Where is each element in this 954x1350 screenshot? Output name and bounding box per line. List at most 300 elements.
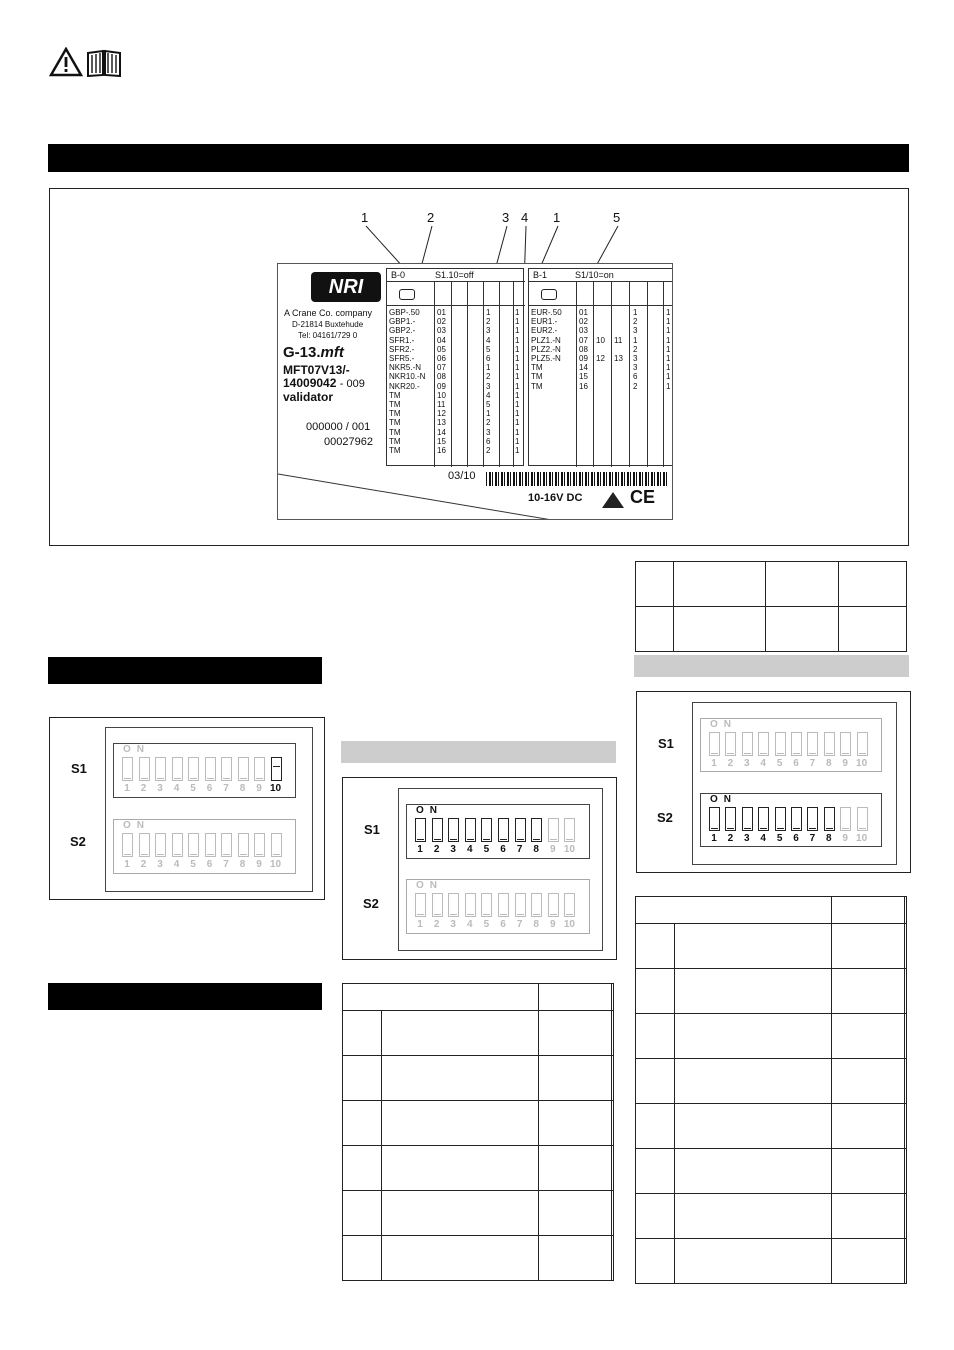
dip-switch-8[interactable] — [824, 807, 835, 831]
plate-cell: 1 — [515, 400, 520, 410]
dip-number: 10 — [856, 833, 868, 844]
dip-number: 5 — [190, 783, 196, 794]
callout-4: 4 — [521, 210, 529, 225]
dip-switch-10[interactable] — [271, 833, 282, 857]
plate-cell: SFR1.- — [389, 335, 415, 345]
plate-cell — [596, 363, 610, 372]
plate-cell: 1 — [515, 335, 520, 345]
dip-switch-8[interactable] — [824, 732, 835, 756]
dip-number: 1 — [711, 758, 717, 769]
dip-switch-5[interactable] — [775, 732, 786, 756]
right-bottom-table — [635, 896, 907, 1284]
plate-cell: 07 — [437, 363, 446, 373]
dip-switch-9[interactable] — [548, 893, 559, 917]
dip-number: 10 — [563, 844, 575, 855]
dip-number: 4 — [173, 859, 180, 870]
dip-number: 1 — [417, 844, 423, 855]
dip-switch-9[interactable] — [840, 732, 851, 756]
block1-colA — [633, 308, 645, 391]
dip-on-label: ON — [710, 794, 737, 805]
dip-number: 6 — [500, 919, 506, 930]
variant-text: MFT07V13/- — [283, 363, 350, 377]
dip-switch-2[interactable] — [432, 893, 443, 917]
s2-label: S2 — [363, 896, 379, 911]
section-bar-left-2 — [48, 983, 322, 1010]
plate-cell: EUR1.- — [531, 317, 558, 327]
dip-switch-3[interactable] — [155, 833, 166, 857]
plate-cell: GBP-.50 — [389, 308, 420, 317]
dip-switch-9[interactable] — [548, 818, 559, 842]
dip-number: 8 — [533, 844, 539, 855]
dip-switch-3[interactable] — [742, 807, 753, 831]
plate-cell — [614, 363, 628, 372]
dip-switch-5[interactable] — [188, 757, 199, 781]
middle-bottom-table — [342, 983, 614, 1281]
plate-cell: 1 — [666, 344, 671, 354]
dip-switch-6[interactable] — [791, 732, 802, 756]
right-top-table — [635, 561, 907, 652]
part-suffix: - 009 — [339, 378, 365, 390]
part-text — [283, 376, 365, 390]
plate-cell: 4 — [486, 390, 491, 400]
dip-on-label: ON — [416, 805, 443, 816]
plate-cell: 11 — [437, 400, 446, 410]
dip-switch-6[interactable] — [205, 833, 216, 857]
plate-cell: 5 — [486, 344, 491, 354]
dip-on-label: ON — [710, 719, 737, 730]
date-text: 03/10 — [448, 470, 476, 482]
dip-switch-10[interactable] — [271, 757, 282, 781]
dip-switch-1[interactable] — [709, 732, 720, 756]
dip-number: 9 — [256, 783, 262, 794]
dip-on-label: ON — [416, 880, 443, 891]
plate-cell: 08 — [437, 372, 446, 382]
block0-switch: S1.10=off — [435, 270, 474, 280]
plate-cell: EUR2.- — [531, 326, 558, 336]
plate-cell — [614, 317, 628, 326]
plate-cell: 1 — [515, 308, 520, 317]
dip-number: 9 — [842, 833, 848, 844]
plate-cell: TM — [531, 372, 543, 382]
dip-switch-7[interactable] — [515, 818, 526, 842]
dip-switch-1[interactable] — [709, 807, 720, 831]
plate-cell: 3 — [486, 326, 491, 336]
dip-number: 8 — [826, 758, 832, 769]
dip-number: 6 — [793, 758, 799, 769]
dip-switch-2[interactable] — [725, 807, 736, 831]
plate-cell: 11 — [614, 335, 623, 345]
plate-cell: 2 — [633, 381, 638, 391]
block0 — [386, 268, 524, 466]
part-number: 14009042 — [283, 376, 337, 390]
plate-cell: PLZ1.-N — [531, 335, 561, 345]
plate-cell — [614, 326, 628, 335]
dip-switch-3[interactable] — [155, 757, 166, 781]
plate-cell — [614, 308, 628, 317]
plate-cell: 1 — [515, 344, 520, 354]
plate-cell — [596, 382, 610, 391]
plate-cell: 1 — [515, 390, 520, 400]
s1-label: S1 — [658, 736, 674, 751]
plate-cell: 3 — [633, 326, 638, 336]
block0-colA — [486, 308, 498, 455]
dip-switch-1[interactable] — [415, 893, 426, 917]
plate-cell: TM — [389, 427, 401, 437]
plate-cell: 12 — [596, 354, 605, 364]
plate-cell: PLZ5.-N — [531, 354, 561, 364]
dip-number: 4 — [760, 833, 766, 844]
plate-cell: 14 — [579, 363, 588, 373]
plate-cell: 16 — [437, 446, 446, 456]
plate-cell: 16 — [579, 381, 588, 391]
dip-number: 9 — [550, 919, 556, 930]
plate-cell: 12 — [437, 409, 446, 419]
plate-cell: 10 — [437, 390, 446, 400]
block1-colB — [666, 308, 673, 391]
dip-switch-7[interactable] — [515, 893, 526, 917]
dip-switch-2[interactable] — [139, 757, 150, 781]
dip-switch-4[interactable] — [465, 818, 476, 842]
dip-switch-9[interactable] — [254, 833, 265, 857]
coin-icon — [399, 289, 415, 300]
dip-switch-10[interactable] — [564, 893, 575, 917]
dip-number: 3 — [157, 859, 163, 870]
type-text: validator — [283, 390, 334, 404]
dip-number: 10 — [269, 783, 282, 794]
plate-cell: 3 — [633, 354, 638, 364]
dip-switch-2[interactable] — [432, 818, 443, 842]
plate-cell: TM — [389, 400, 401, 410]
callout-1: 1 — [361, 210, 369, 225]
dip-on-label: ON — [123, 820, 150, 831]
plate-cell: 3 — [486, 427, 491, 437]
dip-switch-4[interactable] — [758, 807, 769, 831]
dip-number: 6 — [206, 859, 213, 870]
dip-switch-6[interactable] — [498, 818, 509, 842]
dip-switch-8[interactable] — [531, 893, 542, 917]
dip-number: 5 — [483, 844, 490, 855]
s1-label: S1 — [364, 822, 380, 837]
dip-number: 8 — [826, 833, 832, 844]
dip-number: 3 — [744, 758, 750, 769]
plate-cell: 01 — [579, 308, 588, 317]
dip-number: 2 — [727, 833, 734, 844]
plate-cell: 03 — [579, 326, 588, 336]
plate-cell: 07 — [579, 335, 588, 345]
plate-cell: 1 — [633, 335, 638, 345]
plate-cell: 09 — [579, 354, 588, 364]
dip-switch-4[interactable] — [465, 893, 476, 917]
plate-cell: 1 — [515, 372, 520, 382]
dip-switch-3[interactable] — [742, 732, 753, 756]
plate-cell: 2 — [633, 344, 638, 354]
plate-cell: 13 — [614, 354, 623, 364]
dip-number: 2 — [140, 859, 147, 870]
dip-s1-middle — [406, 804, 590, 859]
plate-cell: TM — [389, 436, 401, 446]
plate-cell: 15 — [437, 436, 446, 446]
dip-number: 6 — [500, 844, 506, 855]
plate-cell — [614, 345, 628, 354]
plate-cell: TM — [389, 390, 401, 400]
dip-switch-4[interactable] — [172, 757, 183, 781]
serial2-text: 00027962 — [324, 436, 373, 448]
dip-switch-4[interactable] — [758, 732, 769, 756]
plate-cell: 1 — [515, 409, 520, 419]
coin-icon — [541, 289, 557, 300]
block1-colC — [596, 308, 610, 391]
dip-switch-5[interactable] — [188, 833, 199, 857]
dip-switch-8[interactable] — [238, 757, 249, 781]
dip-number: 4 — [173, 783, 180, 794]
dip-number: 6 — [793, 833, 799, 844]
dip-switch-6[interactable] — [498, 893, 509, 917]
plate-cell: 2 — [486, 317, 491, 327]
dip-switch-3[interactable] — [448, 818, 459, 842]
s2-label: S2 — [70, 834, 86, 849]
voltage-text: 10-16V DC — [528, 492, 583, 504]
plate-cell — [596, 345, 610, 354]
plate-cell: GBP2.- — [389, 326, 416, 336]
dip-switch-6[interactable] — [791, 807, 802, 831]
plate-cell: 4 — [486, 335, 491, 345]
callout-1b: 1 — [553, 210, 561, 225]
dip-number: 8 — [533, 919, 539, 930]
dip-switch-10[interactable] — [857, 807, 868, 831]
dip-number: 7 — [223, 859, 229, 870]
plate-cell: 1 — [486, 363, 491, 373]
plate-cell — [614, 382, 628, 391]
plate-cell: NKR10.-N — [389, 372, 426, 382]
barcode — [486, 472, 668, 486]
dip-switch-5[interactable] — [481, 818, 492, 842]
dip-on-label: ON — [123, 744, 150, 755]
plate-cell: 1 — [515, 317, 520, 327]
plate-cell: 6 — [486, 354, 491, 364]
plate-cell: 1 — [515, 326, 520, 336]
dip-switch-2[interactable] — [139, 833, 150, 857]
plate-cell: 05 — [437, 344, 446, 354]
dip-number: 1 — [711, 833, 717, 844]
dip-s1-left — [113, 743, 296, 798]
dip-number: 4 — [467, 844, 473, 855]
dip-number: 7 — [516, 844, 523, 855]
dip-number: 7 — [223, 783, 229, 794]
plate-cell: 14 — [437, 427, 446, 437]
dip-number: 4 — [467, 919, 473, 930]
plate-cell: 3 — [633, 363, 638, 373]
block1-codes — [579, 308, 593, 391]
plate-cell: 1 — [666, 354, 671, 364]
dip-s2-middle — [406, 879, 590, 934]
plate-cell: PLZ2.-N — [531, 344, 561, 354]
dip-number: 5 — [483, 919, 490, 930]
plate-cell: 1 — [515, 381, 520, 391]
plate-cell — [596, 317, 610, 326]
dip-number: 7 — [809, 833, 816, 844]
dip-number: 10 — [563, 919, 575, 930]
plate-cell: TM — [389, 446, 401, 456]
dip-number: 1 — [417, 919, 423, 930]
plate-cell: 06 — [437, 354, 446, 364]
plate-cell: 1 — [486, 308, 491, 317]
block0-codes — [437, 308, 451, 455]
plate-cell: TM — [389, 409, 401, 419]
plate-cell: 1 — [515, 436, 520, 446]
plate-cell: SFR2.- — [389, 344, 415, 354]
plate-cell: 13 — [437, 418, 446, 428]
address-text: D-21814 Buxtehude — [292, 320, 364, 329]
plate-cell: 1 — [515, 427, 520, 437]
dip-switch-6[interactable] — [205, 757, 216, 781]
dip-switch-5[interactable] — [481, 893, 492, 917]
plate-cell: NKR5.-N — [389, 363, 422, 373]
dip-number: 4 — [760, 758, 766, 769]
plate-cell: 1 — [666, 317, 671, 327]
plate-cell — [596, 326, 610, 335]
dip-switch-7[interactable] — [221, 833, 232, 857]
esd-icon — [600, 490, 626, 510]
model-text — [283, 344, 344, 361]
tel-text: Tel: 04161/729 0 — [298, 331, 358, 340]
company-text: A Crane Co. company — [284, 308, 373, 318]
dip-number: 10 — [856, 758, 868, 769]
plate-cell: NKR20.- — [389, 381, 420, 391]
plate-cell: 5 — [486, 400, 491, 410]
dip-switch-8[interactable] — [531, 818, 542, 842]
dip-switch-5[interactable] — [775, 807, 786, 831]
dip-switch-3[interactable] — [448, 893, 459, 917]
callout-5: 5 — [613, 210, 621, 225]
dip-number: 6 — [206, 783, 213, 794]
dip-number: 9 — [550, 844, 556, 855]
dip-switch-1[interactable] — [122, 833, 133, 857]
dip-switch-1[interactable] — [122, 757, 133, 781]
dip-number: 9 — [842, 758, 848, 769]
grey-heading-right — [634, 655, 909, 677]
dip-number: 3 — [744, 833, 750, 844]
plate-cell: 1 — [515, 446, 520, 456]
model-prefix: G-13. — [283, 344, 321, 361]
dip-number: 3 — [157, 783, 163, 794]
plate-cell: 1 — [486, 409, 491, 419]
plate-cell: 1 — [666, 326, 671, 336]
dip-switch-4[interactable] — [172, 833, 183, 857]
plate-cell: SFR5.- — [389, 354, 415, 364]
dip-number: 8 — [239, 783, 246, 794]
plate-cell: 6 — [486, 436, 491, 446]
dip-switch-9[interactable] — [254, 757, 265, 781]
dip-number: 2 — [433, 919, 440, 930]
plate-cell: 1 — [515, 418, 520, 428]
plate-cell: 04 — [437, 335, 446, 345]
block1 — [528, 268, 673, 466]
dip-number: 2 — [727, 758, 734, 769]
dip-number: 8 — [239, 859, 246, 870]
dip-number: 3 — [450, 844, 456, 855]
dip-number: 7 — [809, 758, 816, 769]
plate-cell: 2 — [486, 446, 491, 456]
block0-bank: B-0 — [391, 270, 406, 280]
plate-cell: 2 — [633, 317, 638, 327]
callout-3: 3 — [502, 210, 510, 225]
dip-switch-1[interactable] — [415, 818, 426, 842]
plate-cell: EUR-.50 — [531, 308, 562, 317]
dip-switch-9[interactable] — [840, 807, 851, 831]
plate-cell: 03 — [437, 326, 446, 336]
plate-cell: 1 — [666, 372, 671, 382]
block1-colD — [614, 308, 628, 391]
type-plate — [277, 263, 673, 520]
dip-switch-7[interactable] — [221, 757, 232, 781]
plate-cell: TM — [531, 381, 543, 391]
dip-s2-left — [113, 819, 296, 874]
model-brand: mft — [320, 344, 344, 361]
dip-s1-right — [700, 718, 882, 772]
plate-cell: 1 — [666, 381, 671, 391]
dip-switch-10[interactable] — [564, 818, 575, 842]
s2-label: S2 — [657, 810, 673, 825]
plate-cell: 1 — [633, 308, 638, 317]
dip-s2-right — [700, 793, 882, 847]
dip-switch-8[interactable] — [238, 833, 249, 857]
plate-cell: 08 — [579, 344, 588, 354]
section-bar-left-1 — [48, 657, 322, 684]
dip-number: 3 — [450, 919, 456, 930]
dip-number: 1 — [124, 783, 130, 794]
dip-switch-10[interactable] — [857, 732, 868, 756]
plate-cell: 02 — [437, 317, 446, 327]
plate-cell: 1 — [515, 354, 520, 364]
ce-mark: CE — [630, 487, 656, 507]
plate-cell: 01 — [437, 308, 446, 317]
dip-switch-2[interactable] — [725, 732, 736, 756]
block1-bank: B-1 — [533, 270, 548, 280]
plate-cell: GBP1.- — [389, 317, 416, 327]
block1-names — [531, 308, 576, 391]
dip-number: 10 — [269, 859, 282, 870]
plate-cell: 3 — [486, 381, 491, 391]
plate-cell — [596, 308, 610, 317]
plate-cell: 1 — [666, 363, 671, 373]
plate-cell: 1 — [666, 335, 671, 345]
plate-cell: 15 — [579, 372, 588, 382]
plate-cell: 1 — [666, 308, 671, 317]
dip-number: 2 — [140, 783, 147, 794]
grey-heading-middle — [341, 741, 616, 763]
dip-number: 1 — [124, 859, 130, 870]
plate-cell: TM — [531, 363, 543, 373]
dip-number: 5 — [776, 758, 783, 769]
dip-number: 5 — [190, 859, 196, 870]
plate-cell: 1 — [515, 363, 520, 373]
dip-number: 2 — [433, 844, 440, 855]
dip-switch-7[interactable] — [807, 732, 818, 756]
block0-names — [389, 308, 434, 455]
dip-number: 5 — [776, 833, 783, 844]
dip-switch-7[interactable] — [807, 807, 818, 831]
plate-cell: 02 — [579, 317, 588, 327]
plate-cell: 09 — [437, 381, 446, 391]
block0-colB — [515, 308, 525, 455]
plate-cell — [614, 372, 628, 381]
dip-number: 7 — [516, 919, 523, 930]
plate-cell: 2 — [486, 372, 491, 382]
callout-2: 2 — [427, 210, 435, 225]
nri-logo: NRI — [311, 272, 381, 302]
plate-cell: 2 — [486, 418, 491, 428]
plate-cell — [596, 372, 610, 381]
